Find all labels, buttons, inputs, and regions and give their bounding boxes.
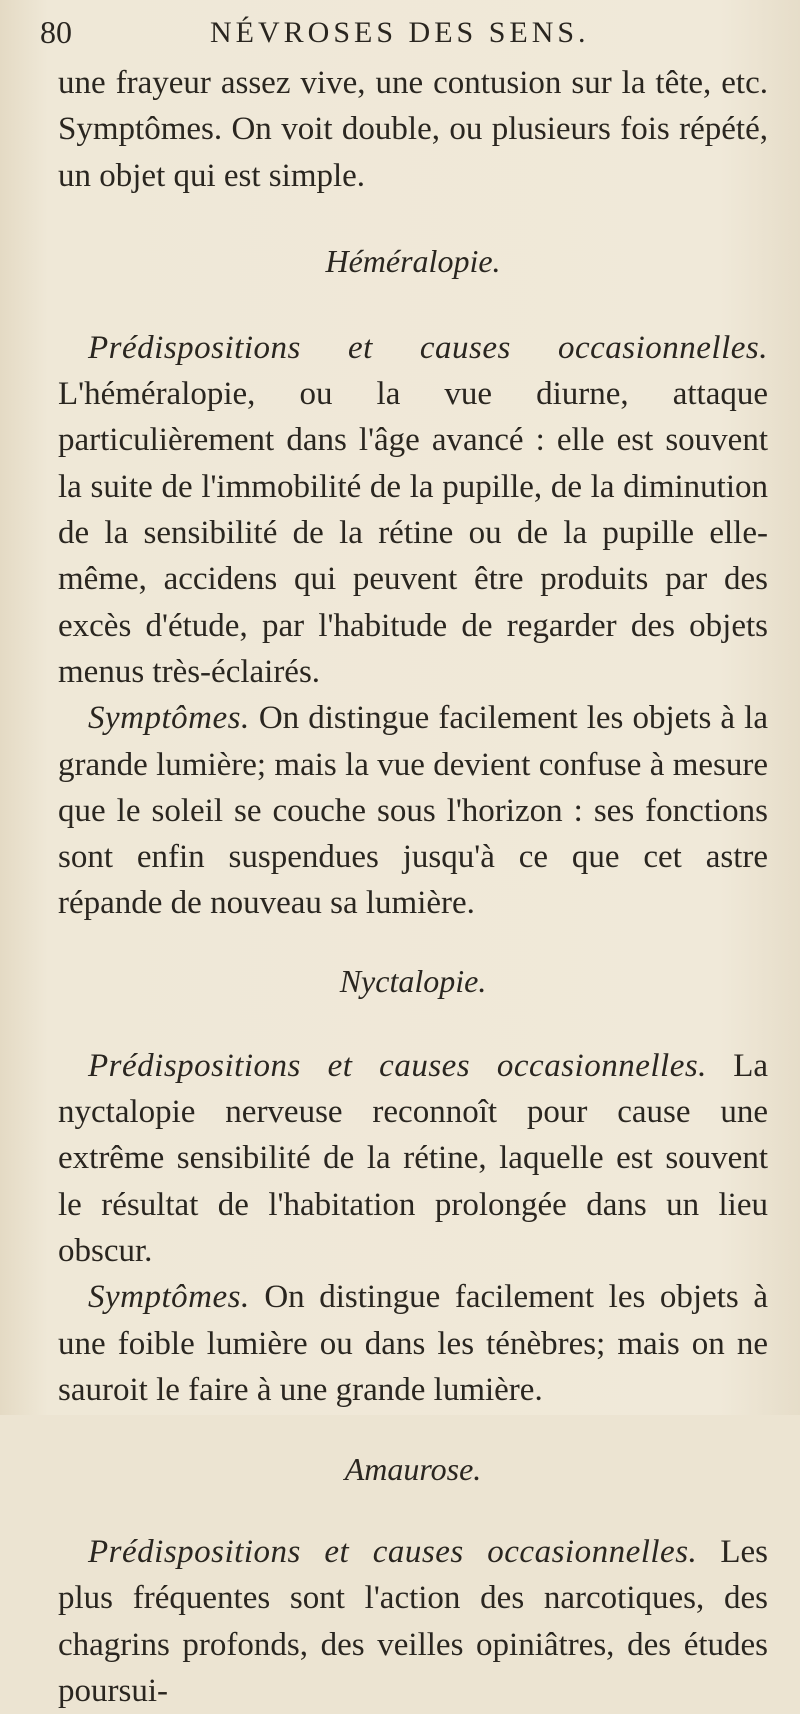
running-title: NÉVROSES DES SENS. — [210, 16, 590, 49]
opening-paragraph: une frayeur assez vive, une contusion sur la tête, etc. Symptômes. On voit double, ou plusieurs fois répété, un objet qui est simple. — [58, 65, 768, 194]
paragraph-text: On distingue facilement les objets à la grande lumière; mais la vue devient confuse à mesure que le soleil se couche sous l'horizon : ses fonctions sont enfin suspendues jusqu'à ce que cet astre répande de nouveau sa lumière. — [58, 700, 768, 922]
section-heading-amaurose: Amaurose. — [344, 1451, 482, 1488]
page-number: 80 — [40, 14, 72, 50]
paragraph-lead: Symptômes. — [88, 700, 250, 737]
paragraph-lead: Prédispositions et causes occasionnelles. — [88, 1534, 698, 1571]
paragraph — [58, 325, 768, 695]
paragraph-lead: Symptômes. — [88, 1279, 250, 1316]
paragraph-text: Les plus fréquentes sont l'action des narcotiques, des chagrins profonds, des veilles opiniâtres, des études poursui- — [58, 1534, 769, 1710]
paragraph-text: La nyctalopie nerveuse reconnoît pour cause une extrême sensibilité de la rétine, laquelle est souvent le résultat de l'habitation prolongée dans un lieu obscur. — [58, 1047, 768, 1269]
section-heading-nyctalopie: Nyctalopie. — [339, 962, 487, 999]
page-header — [40, 8, 760, 58]
paragraph — [58, 695, 768, 926]
paragraph — [58, 1529, 768, 1714]
paragraph-text: On distingue facilement les objets à une foible lumière ou dans les ténèbres; mais on ne sauroit le faire à une grande lumière. — [58, 1279, 768, 1408]
page-body — [58, 60, 768, 1714]
paragraph-text: L'héméralopie, ou la vue diurne, attaque particulièrement dans l'âge avancé : elle est souvent la suite de l'immobilité de la pupille, de la diminution de la sensibilité de la rétine ou de la pupille elle-même, accidens qui peuvent être produits par des excès d'étude, par l'habitude de regarder des objets menus très-éclairés. — [58, 376, 768, 690]
section-heading-hemeralopie: Héméralopie. — [325, 242, 501, 279]
paragraph — [58, 1043, 768, 1274]
paragraph — [58, 1274, 768, 1413]
paragraph-lead: Prédispositions et causes occasionnelles. — [88, 1047, 707, 1084]
paragraph-lead: Prédispositions et causes occasionnelles. — [88, 329, 768, 366]
